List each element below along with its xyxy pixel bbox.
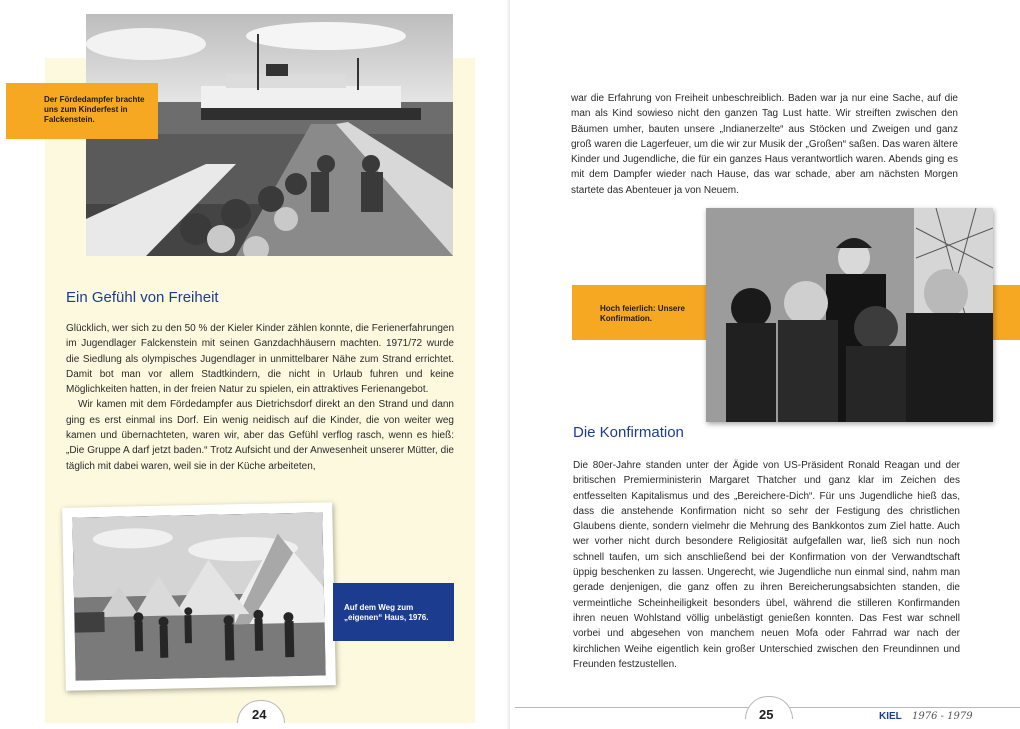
freiheit-continued-paragraph: war die Erfahrung von Freiheit unbeschreiblich. Baden war ja nur eine Sache, auf die man als Kind sowieso nicht den ganzen Tag Lust hatte. Wir streiften zwischen den Bäumen umher, bauten unsere „Indianerzelte“ aus Stöcken und Zweigen und ganz groß waren die Lagerfeuer, um die wir zur Musik der „Großen“ saßen. Das waren ältere Kinder und Jugendliche, die für ein ganzes Haus verantwortlich waren. Abends ging es mit dem Dampfer wieder nach Hause, das war schade, aber am nächsten Morgen startete das Abenteuer ja von Neuem. (571, 93, 958, 196)
freiheit-paragraph-2: Wir kamen mit dem Fördedampfer aus Dietrichsdorf direkt an den Strand und dann ging es erst einmal ins Dorf. Ein wenig neidisch auf die Kinder, die von weiter weg kamen und übernachteten, waren wir, aber das Gefühl verflog rasch, wenn es hieß: „Die Gruppe A darf jetzt baden.“ Trotz Aufsicht und der Anwesenheit unserer Mütter, die täglich mit dabei waren, weil sie in der Küche arbeiteten, (66, 399, 454, 472)
houses-caption-text: Auf dem Weg zum „eigenen“ Haus, 1976. (344, 603, 429, 622)
right-page (510, 0, 1020, 729)
page-number-left: 24 (252, 707, 267, 722)
konfirmation-body (573, 458, 960, 672)
konfirmation-caption-text: Hoch feierlich: Unsere Konfirmation. (600, 304, 685, 323)
section-heading-freiheit: Ein Gefühl von Freiheit (66, 289, 219, 306)
houses-caption (333, 583, 454, 641)
houses-photo-frame (62, 502, 336, 691)
freiheit-continued-body (571, 91, 958, 198)
houses-photo (72, 512, 325, 680)
brand-kiel: KIEL (879, 711, 902, 722)
konfirmation-photo (706, 208, 993, 422)
freiheit-paragraph-1: Glücklich, wer sich zu den 50 % der Kieler Kinder zählen konnte, die Ferienerfahrungen im Jugendlager Falckenstein mit seinen Ganzdachhäusern machten. 1971/72 wurde die Siedlung als olympisches Jugendlager in unmittelbarer Nähe zum Strand errichtet. Damit bot man vor allem Stadtkindern, die nicht in Urlaub fuhren und keine Möglichkeiten hatten, in der freien Natur zu spielen, ein attraktives Ferienangebot. (66, 323, 454, 396)
page-number-right: 25 (759, 707, 774, 722)
freiheit-body (66, 321, 454, 474)
ferry-caption (6, 83, 158, 139)
section-heading-konfirmation: Die Konfirmation (573, 424, 684, 441)
konfirmation-caption (572, 285, 706, 340)
ferry-caption-text: Der Fördedampfer brachte uns zum Kinderfest in Falckenstein. (44, 95, 145, 124)
konfirmation-paragraph: Die 80er-Jahre standen unter der Ägide von US-Präsident Ronald Reagan und der britischen Premierministerin Margaret Thatcher und ganz klar im Zeichen des entfesselten Kapitalismus und des „Bereichere-Dich“. Für uns Jugendliche hieß das, dass die anstehende Konfirmation nicht so sehr der Festigung des christlichen Glaubens diente, sondern vielmehr die Mehrung des Bankkontos zum Ziel hatte. Auch wer vorher nicht durch besondere Religiosität aufgefallen war, ließ sich nun noch schnell taufen, um sich anschließend bei der Konfirmation von der Verwandtschaft üppig beschenken zu lassen. Ungerecht, wie Jugendliche nun einmal sind, nahm man gerade denjenigen, die ganz offen zu ihren Bereicherungsabsichten standen, die vermeintliche Scheinheiligkeit besonders übel, während die stilleren Konfirmanden ihren neuen Wohlstand völlig unbelästigt genießen konnten. Das Fest war schnell vorbei und abgesehen von manchem neuen Mofa oder Fahrrad war nach der kirchlichen Weihe eigentlich kein großer Unterschied zwischen den Freundinnen und Freunden festzustellen. (573, 460, 960, 670)
brand-years: 1976 - 1979 (912, 711, 973, 722)
